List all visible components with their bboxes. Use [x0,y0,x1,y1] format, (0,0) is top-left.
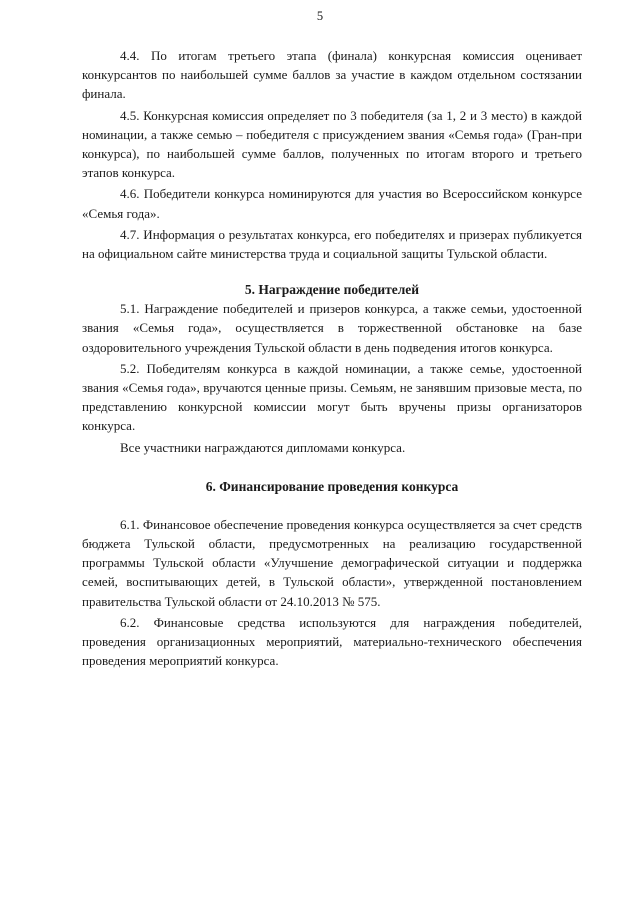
paragraph-4-5: 4.5. Конкурсная комиссия определяет по 3 победителя (за 1, 2 и 3 место) в каждой номинации, а также семью – победителя с присуждением звания «Семья года» (Гран-при конкурса), по наибольшей сумме баллов, полученных по итогам второго и третьего этапов конкурса. [82,107,582,181]
paragraph-4-7: 4.7. Информация о результатах конкурса, его победителях и призерах публикуется на официальном сайте министерства труда и социальной защиты Тульской области. [82,226,582,262]
document-body [82,46,582,670]
paragraph-5-diplomas: Все участники награждаются дипломами конкурса. [120,439,406,455]
paragraph-4-6: 4.6. Победители конкурса номинируются для участия во Всероссийском конкурсе «Семья года». [82,186,582,221]
page-number: 5 [316,9,324,23]
paragraph-5-1: 5.1. Награждение победителей и призеров конкурса, а также семьи, удостоенной звания «Семья года», осуществляется в торжественной обстановке на базе оздоровительного учреждения Тульской области в день подведения итогов конкурса. [82,301,582,355]
paragraph-6-2: 6.2. Финансовые средства используются для награждения победителей, проведения организационных мероприятий, материально-технического обеспечения проведения мероприятий конкурса. [82,614,582,669]
section-5-heading: 5. Награждение победителей [244,282,420,298]
paragraph-4-4: 4.4. По итогам третьего этапа (финала) конкурсная комиссия оценивает конкурсантов по наибольшей сумме баллов за участие в каждом отдельном состязании финала. [82,48,582,102]
section-6-heading: 6. Финансирование проведения конкурса [205,478,459,494]
paragraph-6-1: 6.1. Финансовое обеспечение проведения конкурса осуществляется за счет средств бюджета Тульской области, предусмотренных на реализацию государственной программы Тульской области «Улучшение демографической ситуации и поддержка семей, воспитывающих детей, в Тульской области», утвержденной постановлением правительства Тульской области от 24.10.2013 № 575. [82,516,582,609]
paragraph-5-2: 5.2. Победителям конкурса в каждой номинации, а также семье, удостоенной звания «Семья года», вручаются ценные призы. Семьям, не занявшим призовые места, по представлению конкурсной комиссии могут быть вручены призы организаторов конкурса. [82,360,582,434]
